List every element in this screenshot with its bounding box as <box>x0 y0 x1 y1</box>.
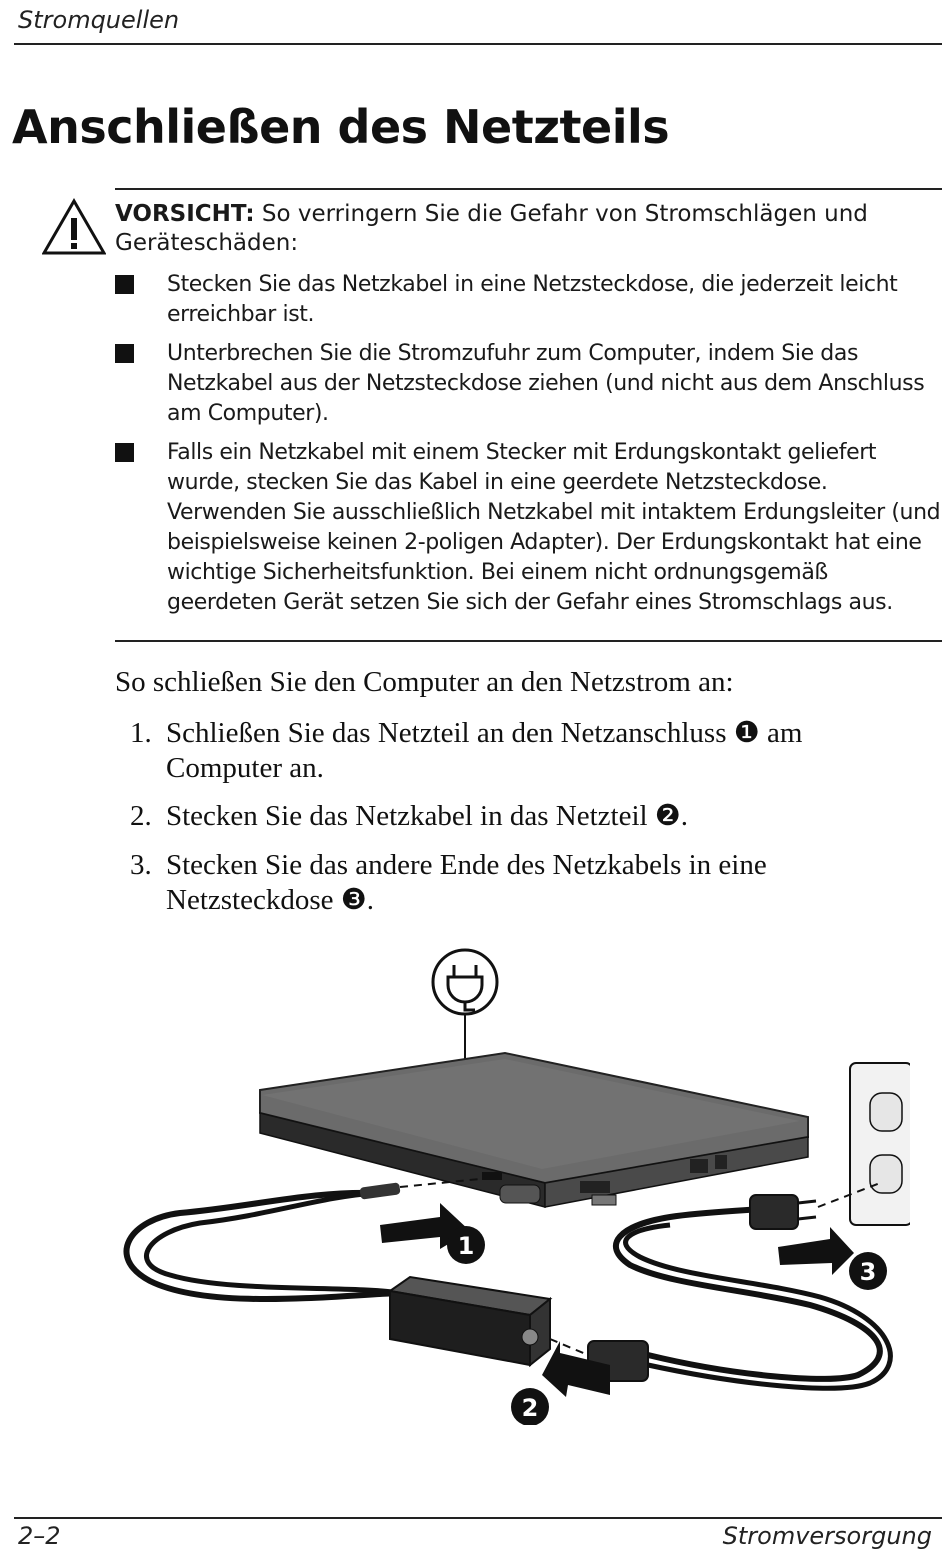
caution-top-rule <box>115 188 942 190</box>
bullet-square-icon <box>115 275 134 294</box>
laptop-illustration <box>260 1053 808 1207</box>
svg-text:1: 1 <box>457 1232 475 1260</box>
instructions-intro: So schließen Sie den Computer an den Netzstrom an: <box>115 666 734 698</box>
callout-badge <box>447 1226 485 1264</box>
caution-intro <box>115 200 935 258</box>
bullet-square-icon <box>115 443 134 462</box>
caution-bullet-text: Stecken Sie das Netzkabel in eine Netzsteckdose, die jederzeit leicht erreichbar ist. <box>167 272 898 327</box>
svg-text:2: 2 <box>521 1394 539 1422</box>
step-number: 3. <box>130 849 152 881</box>
warning-icon <box>42 198 106 256</box>
svg-text:3: 3 <box>859 1258 877 1286</box>
header-divider <box>14 43 942 45</box>
footer-divider <box>14 1517 942 1519</box>
step-number: 2. <box>130 800 152 832</box>
step-text: Stecken Sie das andere Ende des Netzkabels in eine Netzsteckdose ❸. <box>166 849 767 916</box>
ac-adapter-illustration <box>390 1277 550 1365</box>
caution-label: VORSICHT: <box>115 201 255 227</box>
step-text: Schließen Sie das Netzteil an den Netzanschluss ❶ am Computer an. <box>166 717 803 784</box>
running-footer: Stromversorgung <box>722 1522 932 1550</box>
power-connection-illustration <box>110 945 910 1425</box>
step-text: Stecken Sie das Netzkabel in das Netzteil ❷. <box>166 800 689 832</box>
page-number: 2–2 <box>18 1522 61 1550</box>
caution-bullet-text: Unterbrechen Sie die Stromzufuhr zum Computer, indem Sie das Netzkabel aus der Netzsteckdose ziehen (und nicht aus dem Anschluss am Computer). <box>167 341 925 426</box>
caution-text: So verringern Sie die Gefahr von Stromschlägen und Geräteschäden: <box>115 201 868 256</box>
arrow-icon <box>778 1227 854 1275</box>
running-header: Stromquellen <box>18 6 180 34</box>
callout-badge <box>511 1388 549 1425</box>
callout-badge <box>849 1252 887 1290</box>
caution-bullet-text: Falls ein Netzkabel mit einem Stecker mit Erdungskontakt geliefert wurde, stecken Sie das Kabel in eine geerdete Netzsteckdose. Verwenden Sie ausschließlich Netzkabel mit intaktem Erdungsleiter (und beispielsweise keinen 2-poligen Adapter). Der Erdungskontakt hat eine wichtige Sicherheitsfunktion. Bei einem nicht ordnungsgemäß geerdeten Gerät setzen Sie sich der Gefahr eines Stromschlags aus. <box>167 440 941 615</box>
step-number: 1. <box>130 717 152 749</box>
wall-outlet-illustration <box>850 1063 910 1225</box>
page-title: Anschließen des Netzteils <box>12 100 670 154</box>
caution-bottom-rule <box>115 640 942 642</box>
bullet-square-icon <box>115 344 134 363</box>
